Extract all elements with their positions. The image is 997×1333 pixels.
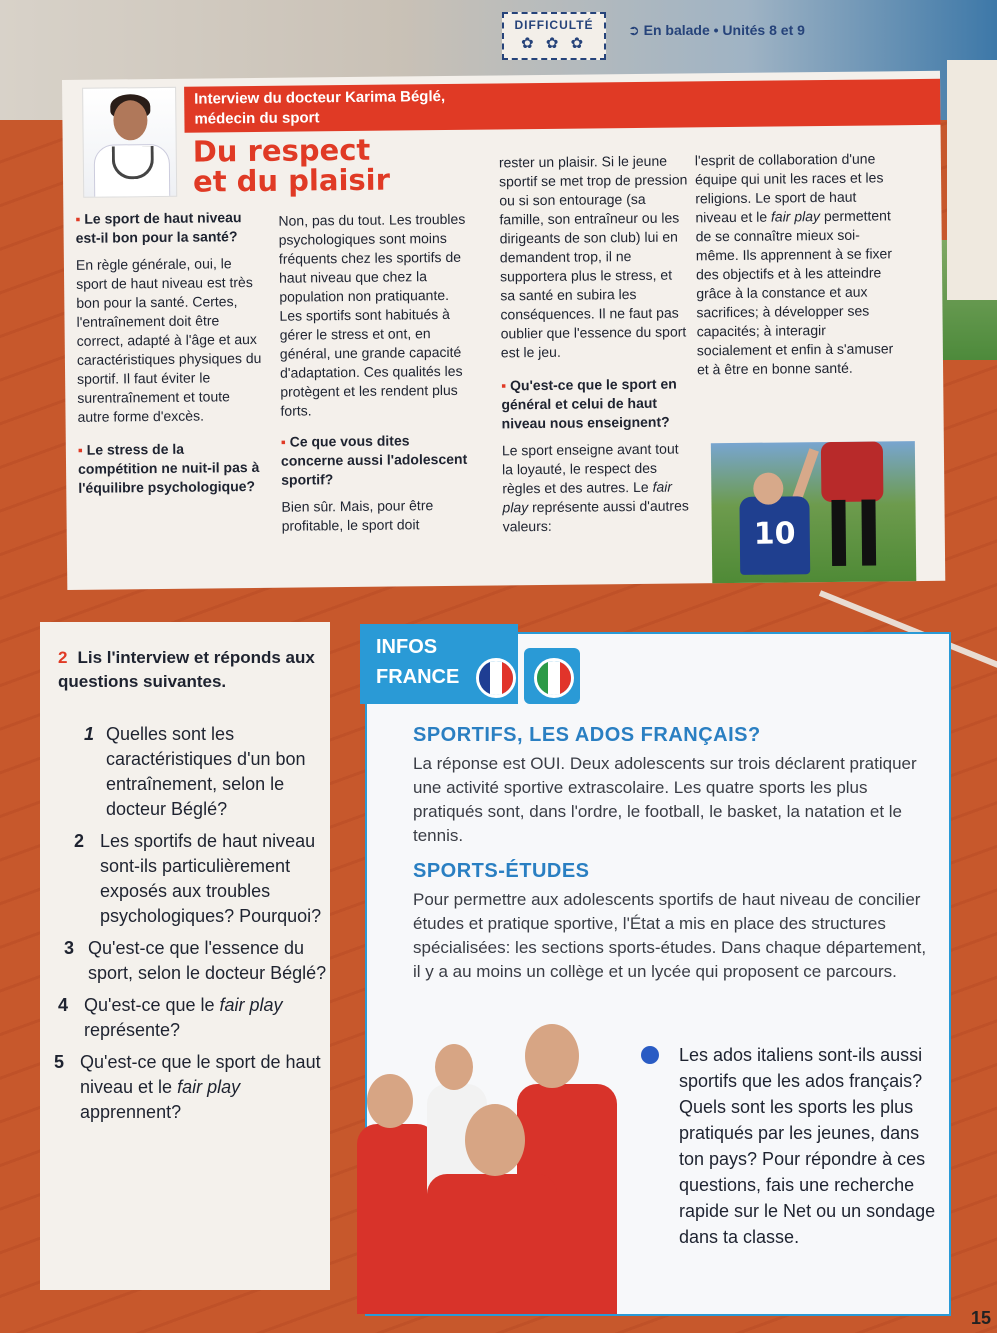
- teen-head-shape: [465, 1104, 525, 1176]
- infos-tab-line-1: INFOS: [376, 636, 438, 658]
- teen-head-shape: [435, 1044, 473, 1090]
- article-header-band: [184, 79, 940, 133]
- infos-heading-2: SPORTS-ÉTUDES: [413, 860, 590, 882]
- shirt-shape: [357, 1124, 437, 1314]
- list-item: [40, 1050, 330, 1125]
- list-item: [40, 722, 330, 822]
- football-photo: [711, 441, 916, 583]
- child-head-shape: [753, 472, 783, 504]
- list-item: [40, 936, 330, 986]
- infos-paragraph-1: La réponse est OUI. Deux adolescents sur trois déclarent pratiquer une activité sportive extrascolaire. Les quatre sports les plus pratiqués sont, dans l'ordre, le football, le basket, la natation et le tennis.: [413, 754, 917, 845]
- teen-head-shape: [525, 1024, 579, 1088]
- player-leg-shape: [861, 500, 876, 566]
- question-number: 4: [58, 995, 69, 1015]
- exercise-number: 2: [58, 648, 68, 667]
- unit-reference: ➲ En balade • Unités 8 et 9: [628, 22, 805, 38]
- question-4: ▪ Qu'est-ce que le sport en général et celui de haut niveau nous enseignent?: [501, 374, 692, 433]
- answer-1: En règle générale, oui, le sport de haut niveau est très bon pour la santé. Certes, l'entraînement doit être correct, adapté à l'âge et aux caractéristiques physiques du sportif. Il faut éviter le surentraînement et toute autre forme d'excès.: [75, 255, 262, 425]
- question-text-pre: Qu'est-ce que le: [84, 995, 215, 1015]
- player-leg-shape: [831, 500, 846, 566]
- fair-play-term: fair play: [177, 1077, 241, 1097]
- question-text-post: apprennent?: [80, 1102, 182, 1122]
- answer-4-start: [502, 439, 693, 536]
- difficulty-stars-icon: ✿ ✿ ✿: [520, 35, 588, 52]
- exercise-questions-box: [40, 622, 330, 1290]
- question-text-pre: Qu'est-ce que le sport de haut niveau et le: [80, 1052, 321, 1097]
- fair-play-term: fair play: [502, 478, 673, 516]
- article-column-2: [278, 210, 471, 544]
- player-adult-shape: [821, 441, 884, 502]
- question-text: Quelles sont les caractéristiques d'un bon entraînement, selon le docteur Béglé?: [106, 724, 306, 819]
- article-column-3: [499, 151, 693, 544]
- header-line-1: Interview du docteur Karima Béglé,: [194, 87, 446, 108]
- interview-article: [62, 71, 945, 590]
- exercise-instruction: [58, 646, 330, 694]
- jersey-number: 10: [753, 516, 796, 552]
- task-bullet-icon: [641, 1046, 659, 1064]
- question-text: [40, 993, 330, 1043]
- head-shape: [113, 100, 147, 140]
- question-number: 1: [84, 724, 95, 744]
- difficulty-box: [502, 12, 606, 60]
- question-list: [40, 722, 330, 1132]
- answer-3-continued: rester un plaisir. Si le jeune sportif se met trop de pression ou si son entourage (sa famille, son entraîneur ou les dirigeants de son club) lui en demandent trop, il ne supportera plus le stress, et sa santé en subira les conséquences. Il ne faut pas oublier que l'essence du sport est le jeu.: [498, 152, 688, 361]
- question-1: ▪ Le sport de haut niveau est-il bon pour la santé?: [75, 208, 260, 248]
- list-item: [40, 993, 330, 1043]
- infos-tab-line-2: FRANCE: [376, 666, 460, 688]
- question-number: 5: [54, 1052, 65, 1072]
- answer-2: Non, pas du tout. Les troubles psychologiques sont moins fréquents chez les sportifs de haut niveau que chez la population non pratiquante. Les sportifs sont habitués à gérer le stress et ont, en général, une grande capacité d'adaptation. Ces qualités les protègent et les rendent plus forts.: [278, 210, 466, 419]
- teens-photo: [347, 1024, 647, 1314]
- question-number: 2: [74, 831, 85, 851]
- fair-play-term: fair play: [219, 995, 283, 1015]
- question-number: 3: [64, 938, 75, 958]
- article-column-1: [75, 208, 263, 506]
- article-title: [192, 132, 391, 199]
- difficulty-label: DIFFICULTÉ: [514, 18, 594, 32]
- answer-4-cont-2: permettent de se connaître mieux soi-même. Ils apprennent à se fixer des objectifs et à les atteindre grâce à la constance et aux sacrifices; à développer ses capacités; à interagir socialement et enfin à s'amuser et à être en bonne santé.: [695, 207, 894, 378]
- teen-head-shape: [367, 1074, 413, 1128]
- question-2: ▪ Le stress de la compétition ne nuit-il pas à l'équilibre psychologique?: [78, 439, 264, 498]
- infos-heading-1: SPORTIFS, LES ADOS FRANÇAIS?: [413, 724, 761, 746]
- answer-4-pre: Le: [632, 478, 649, 496]
- article-column-4: [695, 149, 897, 387]
- question-text-post: représente?: [84, 1020, 181, 1040]
- infos-paragraph-2: Pour permettre aux adolescents sportifs de haut niveau de concilier études et pratique sportive, l'État a mis en place des structures spécialisées: les sections sports-études. Dans chaque département, il y a au moins un collège et un lycée qui proposent ce parcours.: [413, 890, 927, 981]
- france-flag-icon: [476, 658, 516, 698]
- question-3: ▪ Ce que vous dites concerne aussi l'adolescent sportif?: [281, 431, 472, 490]
- question-text: [40, 1050, 330, 1125]
- research-task: Les ados italiens sont-ils aussi sportifs que les ados français? Quels sont les sports les plus pratiqués par les jeunes, dans ton pays? Pour répondre à ces questions, fais une recherche rapide sur le Net ou un sondage dans ta classe.: [679, 1045, 936, 1247]
- header-line-2: médecin du sport: [194, 109, 320, 128]
- instruction-text: Lis l'interview et réponds aux questions suivantes.: [58, 648, 315, 691]
- shirt-shape: [427, 1174, 557, 1314]
- adjacent-page-edge: [947, 60, 997, 300]
- answer-4-text: Le sport enseigne avant tout la loyauté, le respect des règles et des autres.: [501, 440, 679, 497]
- fair-play-term-2: fair play: [770, 208, 821, 225]
- question-text: Qu'est-ce que l'essence du sport, selon le docteur Béglé?: [88, 938, 327, 983]
- answer-4-post: représente aussi d'autres valeurs:: [502, 497, 689, 535]
- italy-flag-icon: [534, 658, 574, 698]
- answer-3-start: Bien sûr. Mais, pour être profitable, le sport doit: [281, 497, 434, 534]
- infos-france-box: [365, 632, 951, 1316]
- list-item: [40, 829, 330, 929]
- title-line-2: et du plaisir: [192, 162, 391, 199]
- answer-4-continued: [695, 149, 897, 379]
- question-text: Les sportifs de haut niveau sont-ils particulièrement exposés aux troubles psychologiques? Pourquoi?: [100, 831, 322, 926]
- page-number: 15: [970, 1308, 991, 1328]
- doctor-photo: [82, 87, 177, 198]
- answer-4-cont-1: l'esprit de collaboration d'une équipe qui unit les races et les religions. Le sport de haut niveau et le: [694, 150, 884, 226]
- title-line-1: Du respect: [192, 132, 371, 169]
